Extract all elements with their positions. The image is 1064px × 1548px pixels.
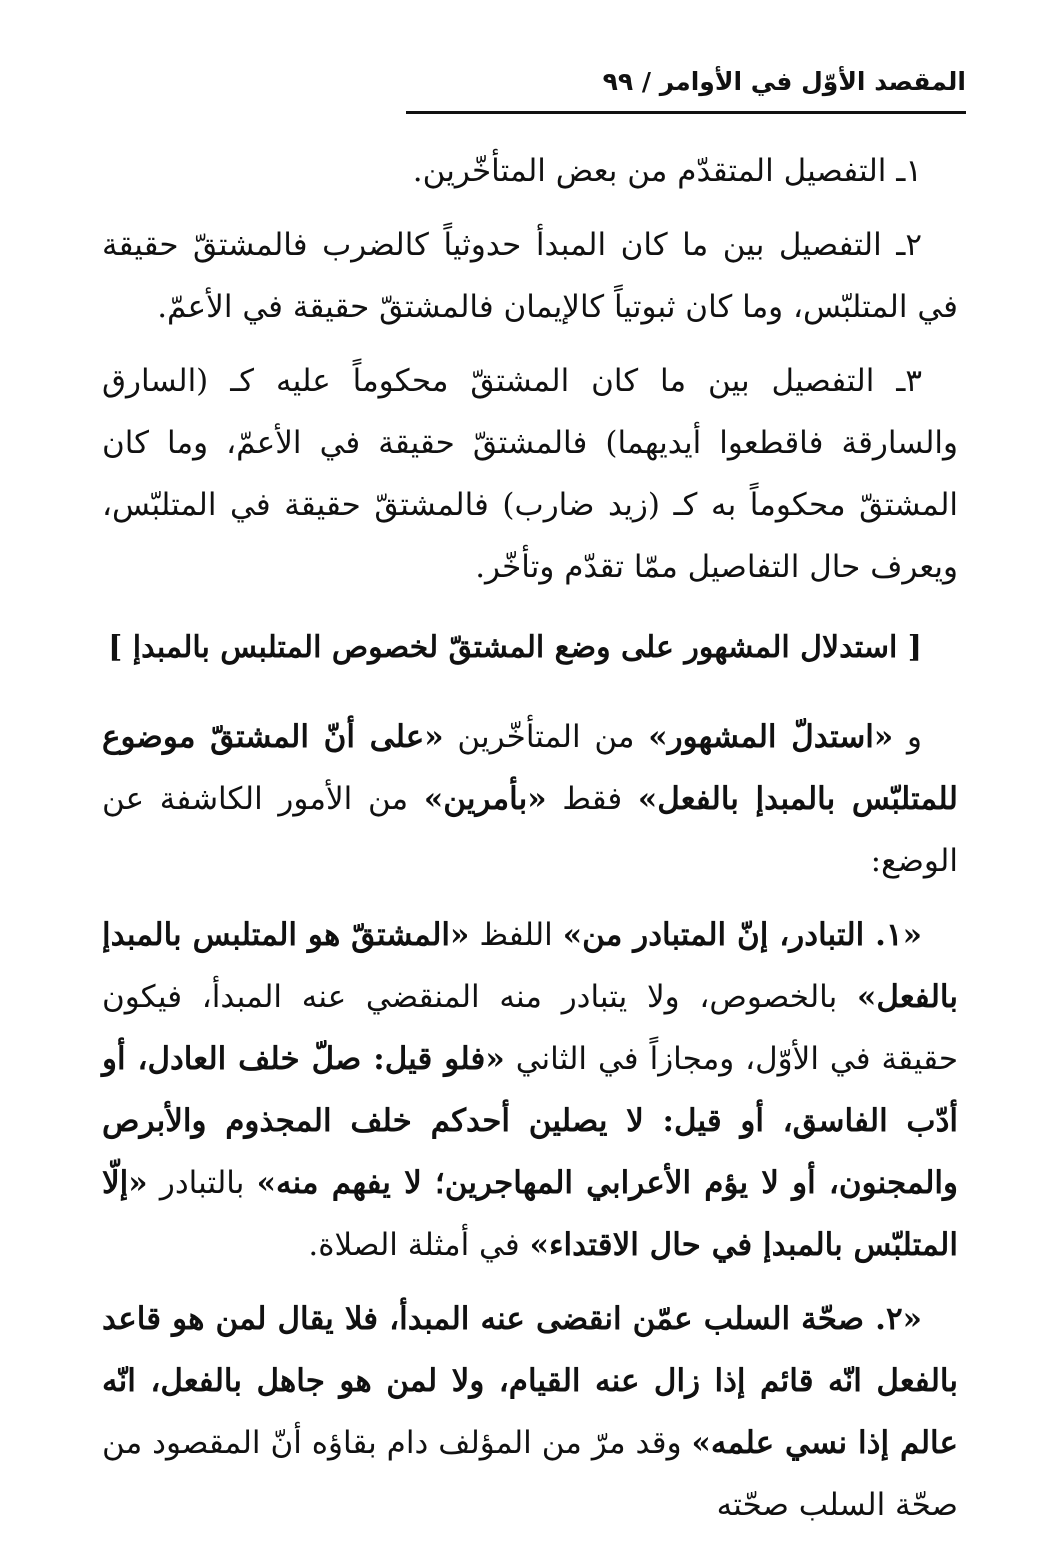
text-run: من الأمور الكاشفة عن الوضع: bbox=[102, 781, 958, 879]
text-run: بالخصوص، ولا يتبادر منه المنقضي عنه المبدأ، فيكون حقيقة في الأوّل، ومجازاً في الثاني bbox=[102, 979, 959, 1077]
header-rule bbox=[406, 111, 966, 114]
bold-run: «استدلّ المشهور» bbox=[648, 719, 894, 755]
paragraph-6 bbox=[102, 1288, 958, 1536]
paragraph-2: ٢ـ التفصيل بين ما كان المبدأ حدوثياً كالضرب فالمشتقّ حقيقة في المتلبّس، وما كان ثبوتياً كالإيمان فالمشتقّ حقيقة في الأعمّ. bbox=[102, 227, 958, 325]
paragraph-3: ٣ـ التفصيل بين ما كان المشتقّ محكوماً عليه كـ (السارق والسارقة فاقطعوا أيديهما) فالمشتقّ حقيقة في الأعمّ، وما كان المشتقّ محكوماً به كـ (زيد ضارب) فالمشتقّ حقيقة في المتلبّس، ويعرف حال التفاصيل ممّا تقدّم وتأخّر. bbox=[102, 363, 958, 585]
running-header: المقصد الأوّل في الأوامر / ٩٩ bbox=[602, 67, 966, 96]
page-body bbox=[102, 140, 958, 1548]
text-run: في أمثلة الصلاة. bbox=[308, 1227, 530, 1263]
text-run: من المتأخّرين bbox=[443, 719, 649, 755]
bold-run: «٢. صحّة السلب عمّن انقضى عنه المبدأ، فلا يقال لمن هو قاعد بالفعل انّه قائم إذا زال عنه القيام، ولا لمن هو جاهل بالفعل، انّه عالم إذا نسي علمه» bbox=[102, 1301, 958, 1461]
text-run: وقد مرّ من المؤلف دام بقاؤه أنّ المقصود من صحّة السلب صحّته bbox=[102, 1425, 958, 1523]
paragraph-1: ١ـ التفصيل المتقدّم من بعض المتأخّرين. bbox=[412, 153, 922, 189]
bold-run: «١. التبادر، إنّ المتبادر من» bbox=[562, 917, 922, 953]
text-run: اللفظ bbox=[469, 917, 563, 953]
section-heading: [ استدلال المشهور على وضع المشتقّ لخصوص المتلبس بالمبدإ ] bbox=[108, 630, 922, 665]
bold-run: «على أنّ المشتقّ موضوع للمتلبّس بالمبدإ بالفعل» bbox=[102, 719, 958, 817]
paragraph-4 bbox=[102, 706, 958, 892]
text-run: فقط bbox=[546, 781, 638, 817]
bold-run: «بأمرين» bbox=[423, 781, 547, 817]
text-run: بالتبادر bbox=[147, 1165, 257, 1201]
bold-run: «فلو قيل: صلّ خلف العادل، أو أدّب الفاسق، أو قيل: لا يصلين أحدكم خلف المجذوم والأبرص والمجنون، أو لا يؤم الأعرابي المهاجرين؛ لا يفهم منه» bbox=[102, 1041, 958, 1201]
text-run: و bbox=[893, 719, 922, 755]
bold-run: «المشتقّ هو المتلبس بالمبدإ بالفعل» bbox=[102, 917, 958, 1015]
paragraph-5 bbox=[102, 904, 958, 1276]
bold-run: «إلّا المتلبّس بالمبدإ في حال الاقتداء» bbox=[102, 1165, 958, 1263]
